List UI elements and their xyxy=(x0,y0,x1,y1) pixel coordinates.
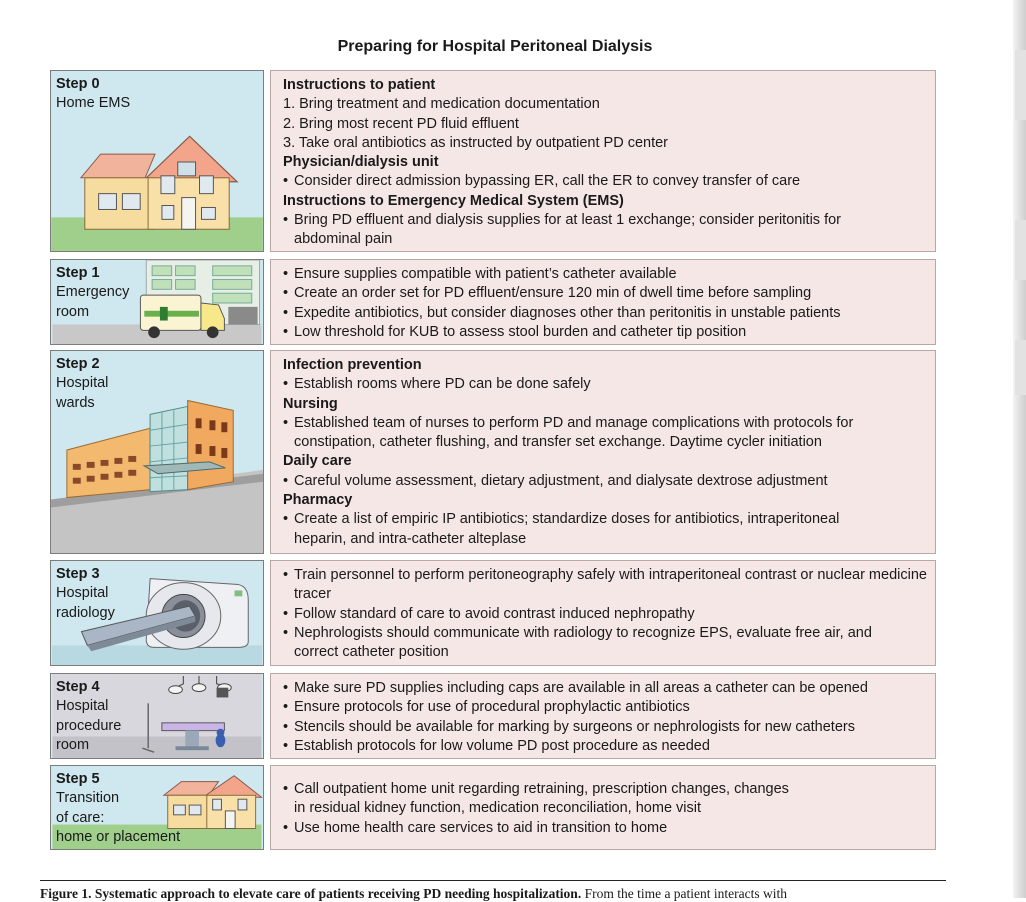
bullet-item: • Follow standard of care to avoid contrast induced nephropathy xyxy=(283,605,695,622)
step-1-panel xyxy=(50,259,264,345)
bullet-item: • Call outpatient home unit regarding retraining, prescription changes, changes in residual kidney function, medication reconciliation, home visit xyxy=(283,781,789,817)
bullet-item: • Use home health care services to aid in transition to home xyxy=(283,819,668,836)
bullet-item: • Expedite antibiotics, but consider diagnoses other than peritonitis in unstable patients xyxy=(283,304,841,321)
step-4-content xyxy=(270,673,936,759)
step-2-panel xyxy=(50,350,264,554)
bullet-item: • Make sure PD supplies including caps are available in all areas a catheter can be opened xyxy=(283,680,868,696)
section-heading: Physician/dialysis unit xyxy=(283,154,439,171)
step-3-content xyxy=(270,560,936,666)
step-1-label: Step 1 Emergency room xyxy=(56,265,130,320)
bullet-item: • Established team of nurses to perform PD and manage complications with protocols for constipation, catheter flushing, and transfer set exchange. Daytime cycler initiation xyxy=(283,414,854,451)
bullet-item: • Ensure protocols for use of procedural prophylactic antibiotics xyxy=(283,699,690,716)
numbered-item: 3. Take oral antibiotics as instructed by outpatient PD center xyxy=(283,134,669,151)
bullet-item: • Establish protocols for low volume PD post procedure as needed xyxy=(283,737,710,754)
bullet-item: • Train personnel to perform peritoneography safely with intraperitoneal contrast or nuclear medicine tracer xyxy=(283,567,927,603)
numbered-item: 1. Bring treatment and medication documentation xyxy=(283,96,600,113)
section-heading: Instructions to Emergency Medical System (EMS) xyxy=(283,192,624,209)
step-3-label: Step 3 Hospital radiology xyxy=(56,566,115,621)
bullet-item: • Stencils should be available for marking by surgeons or nephrologists for new catheters xyxy=(283,718,855,735)
bullet-item: • Ensure supplies compatible with patient’s catheter available xyxy=(283,266,677,282)
step-2-label: Step 2 Hospital wards xyxy=(56,356,109,411)
bullet-item: • Low threshold for KUB to assess stool burden and catheter tip position xyxy=(283,323,747,340)
step-0-panel xyxy=(50,70,264,252)
caption-divider xyxy=(40,880,946,881)
step-0-content xyxy=(270,70,936,252)
step-5-panel xyxy=(50,765,264,850)
section-heading: Pharmacy xyxy=(283,492,353,509)
section-heading: Instructions to patient xyxy=(283,77,436,93)
bullet-item: • Consider direct admission bypassing ER, call the ER to convey transfer of care xyxy=(283,173,801,190)
section-heading: Daily care xyxy=(283,453,352,470)
bullet-item: • Create an order set for PD effluent/ensure 120 min of dwell time before sampling xyxy=(283,285,812,302)
bullet-item: • Nephrologists should communicate with radiology to recognize EPS, evaluate free air, and correct catheter position xyxy=(283,624,872,661)
step-0-label: Step 0 Home EMS xyxy=(56,76,131,112)
section-heading: Nursing xyxy=(283,395,338,412)
figure-caption: Figure 1. Systematic approach to elevate care of patients receiving PD needing hospitalization. From the time a patient interacts with xyxy=(40,886,788,901)
section-heading: Infection prevention xyxy=(283,357,422,373)
step-2-content xyxy=(270,350,936,554)
page-edge xyxy=(1013,0,1026,898)
step-1-content xyxy=(270,259,936,345)
bullet-item: • Create a list of empiric IP antibiotics; standardize doses for antibiotics, intraperitoneal heparin, and intra-catheter alteplase xyxy=(283,511,840,547)
step-4-label: Step 4 Hospital procedure room xyxy=(56,679,122,753)
step-4-panel xyxy=(50,673,264,759)
figure-title: Preparing for Hospital Peritoneal Dialysis xyxy=(337,38,653,55)
step-5-label: Step 5 Transition of care: home or placement xyxy=(56,771,181,845)
numbered-item: 2. Bring most recent PD fluid effluent xyxy=(283,115,519,132)
bullet-item: • Careful volume assessment, dietary adjustment, and dialysate dextrose adjustment xyxy=(283,472,828,489)
step-5-content xyxy=(270,765,936,850)
step-3-panel xyxy=(50,560,264,666)
bullet-item: • Establish rooms where PD can be done safely xyxy=(283,376,591,393)
bullet-item: • Bring PD effluent and dialysis supplies for at least 1 exchange; consider peritonitis for abdominal pain xyxy=(283,212,842,248)
